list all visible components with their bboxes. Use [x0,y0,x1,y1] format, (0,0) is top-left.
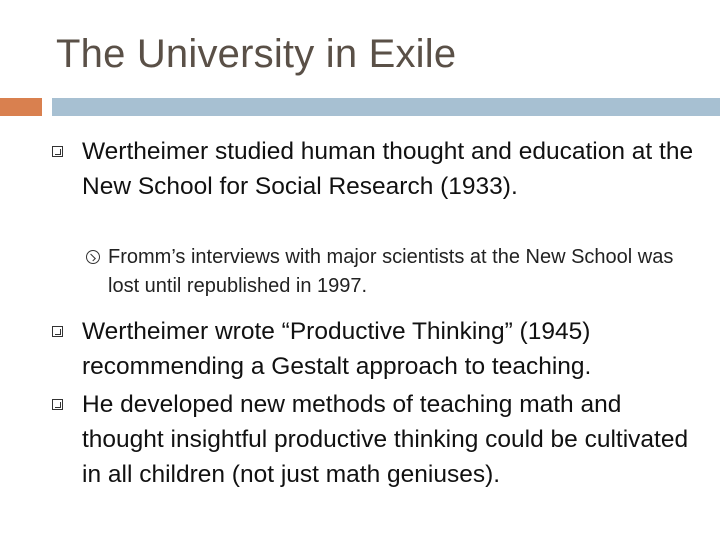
square-bullet-icon [52,146,63,157]
circle-arrow-bullet-icon [86,250,100,264]
bullet-text: Wertheimer wrote “Productive Thinking” (1945) recommending a Gestalt approach to teaching. [82,318,592,380]
square-bullet-icon [52,399,63,410]
title-accent-bar [0,98,42,116]
bullet-item [48,314,698,384]
title-divider-bar [52,98,720,116]
square-bullet-icon [52,326,63,337]
bullet-text: He developed new methods of teaching math and thought insightful productive thinking could be cultivated in all children (not just math geniuses). [82,391,689,488]
slide-title: The University in Exile [56,32,457,76]
bullet-item [48,134,698,204]
bullet-text: Wertheimer studied human thought and education at the New School for Social Research (1933). [82,138,694,200]
sub-bullet-text: Fromm’s interviews with major scientists at the New School was lost until republished in 1997. [108,246,674,297]
bullet-item [48,387,698,492]
sub-bullet-item [86,243,686,301]
